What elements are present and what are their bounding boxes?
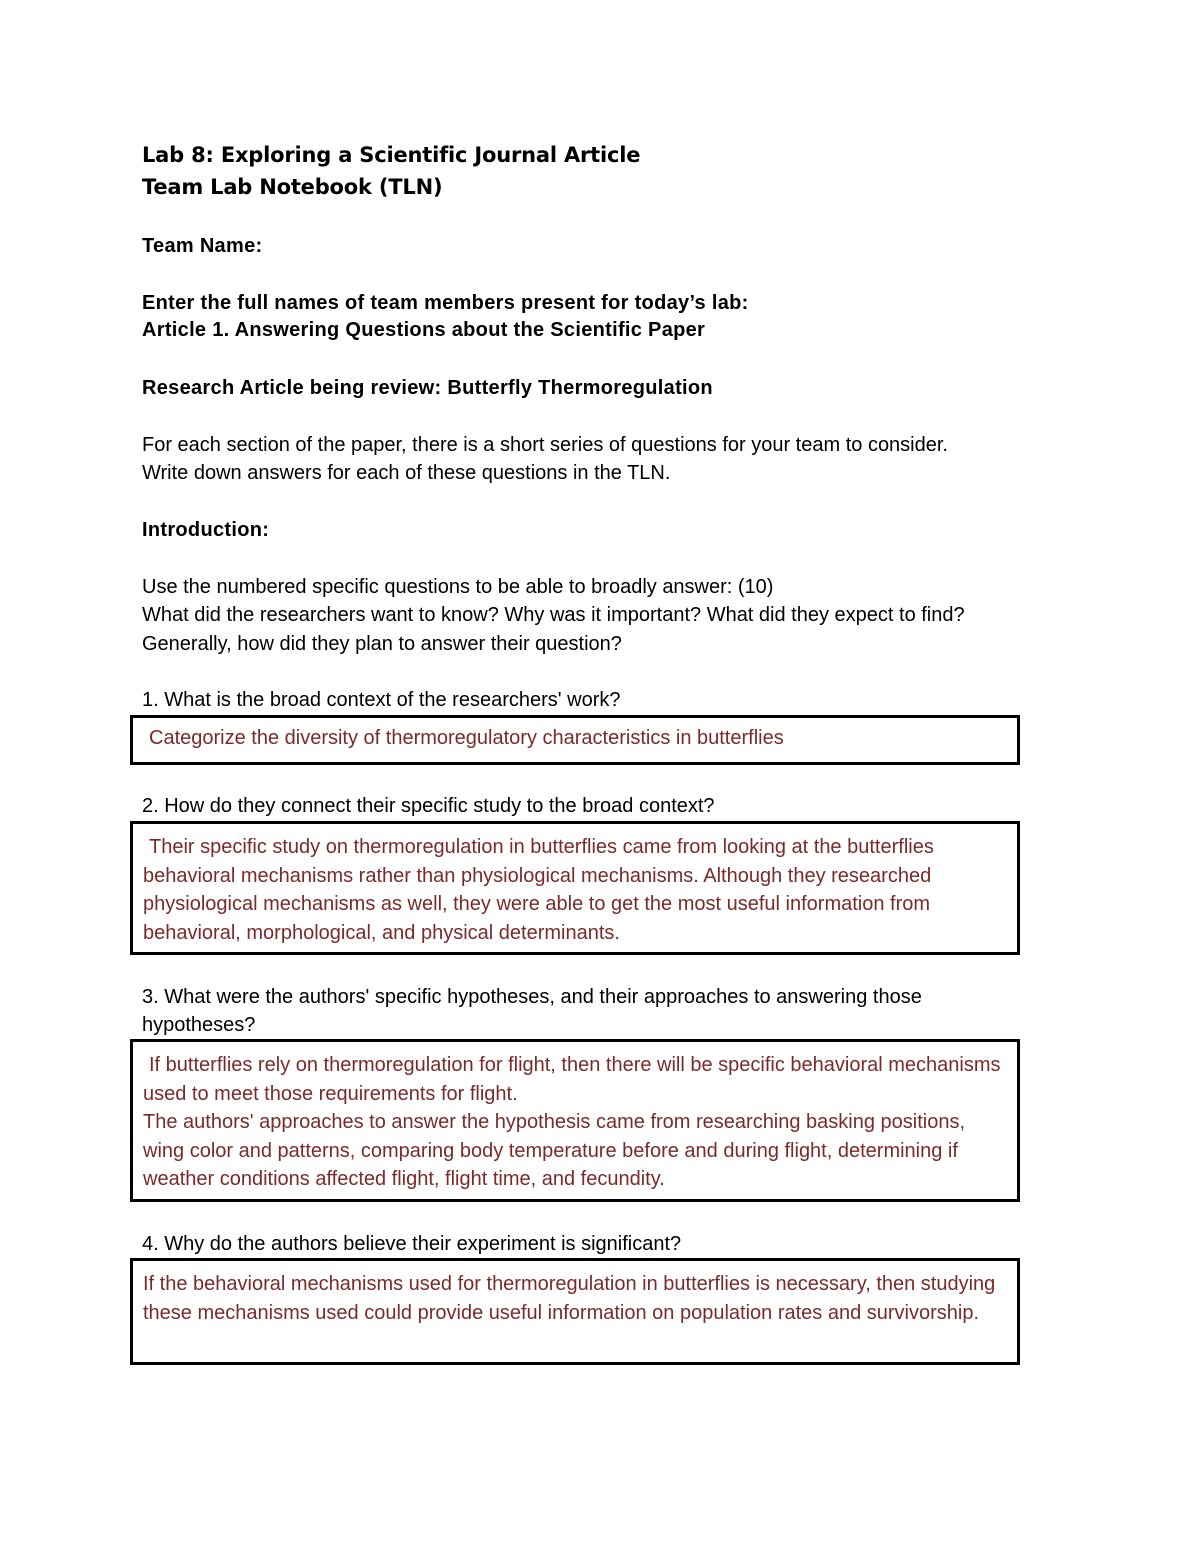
question-1: 1. What is the broad context of the researchers' work? [142,689,621,711]
research-article-label: Research Article being review: Butterfly Thermoregulation [142,377,713,399]
introduction-heading: Introduction: [142,519,270,541]
team-name-label: Team Name: [142,235,263,257]
instructions-line-1: For each section of the paper, there is a short series of questions for your team to consider. [142,434,948,456]
instructions-line-2: Write down answers for each of these questions in the TLN. [142,462,671,484]
question-4: 4. Why do the authors believe their experiment is significant? [142,1233,682,1255]
article-heading: Article 1. Answering Questions about the Scientific Paper [142,319,706,341]
introduction-line-2: What did the researchers want to know? Why was it important? What did they expect to find? [142,604,965,626]
document-title: Lab 8: Exploring a Scientific Journal Article [142,143,641,167]
answer-box-4[interactable] [130,1258,1020,1365]
introduction-line-3: Generally, how did they plan to answer their question? [142,633,622,655]
answer-4-text: If the behavioral mechanisms used for thermoregulation in butterflies is necessary, then studying these mechanisms used could provide useful information on population rates and survivorship. [143,1273,996,1324]
question-2: 2. How do they connect their specific study to the broad context? [142,795,715,817]
answer-box-3[interactable] [130,1039,1020,1202]
team-members-prompt: Enter the full names of team members present for today’s lab: [142,292,749,314]
answer-3-paragraph-1: If butterflies rely on thermoregulation for flight, then there will be specific behavioral mechanisms used to meet those requirements for flight. [143,1054,1001,1105]
document-subtitle: Team Lab Notebook (TLN) [142,175,443,199]
question-3-line-1: 3. What were the authors' specific hypotheses, and their approaches to answering those [142,986,922,1008]
answer-box-2[interactable] [130,821,1020,955]
answer-box-1[interactable] [130,715,1020,765]
answer-3-paragraph-2: The authors' approaches to answer the hypothesis came from researching basking positions, wing color and patterns, comparing body temperature before and during flight, determining if weather conditions affected flight, flight time, and fecundity. [143,1111,966,1191]
answer-2-text: Their specific study on thermoregulation in butterflies came from looking at the butterflies behavioral mechanisms rather than physiological mechanisms. Although they researched physiological mechanisms as well, they were able to get the most useful information from behavioral, morphological, and physical determinants. [143,836,934,944]
question-3-line-2: hypotheses? [142,1014,256,1036]
introduction-line-1: Use the numbered specific questions to be able to broadly answer: (10) [142,576,774,598]
answer-1-text: Categorize the diversity of thermoregulatory characteristics in butterflies [149,727,784,749]
